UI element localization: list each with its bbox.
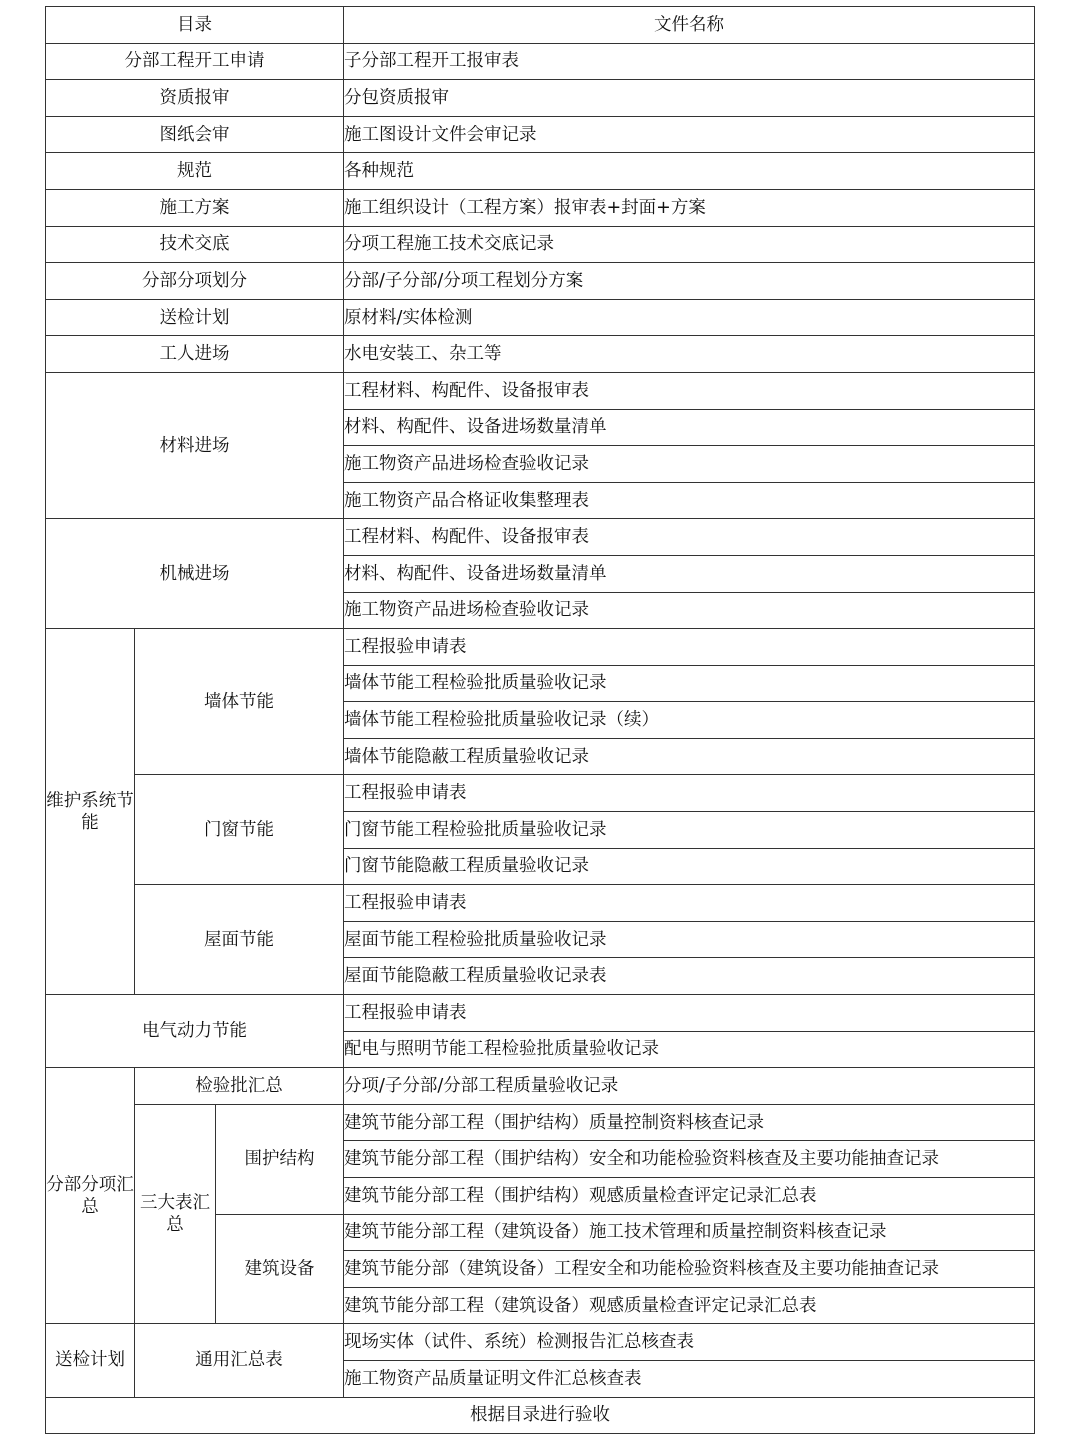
table-row — [46, 153, 1035, 190]
file-cell: 建筑节能分部工程（围护结构）质量控制资料核查记录 — [344, 1104, 1035, 1141]
file-cell: 建筑节能分部工程（围护结构）观感质量检查评定记录汇总表 — [344, 1178, 1035, 1215]
table-row — [46, 263, 1035, 300]
file-cell: 工程报验申请表 — [344, 885, 1035, 922]
table-row — [46, 116, 1035, 153]
subcategory-batch: 检验批汇总 — [135, 1068, 344, 1105]
file-cell: 施工物资产品进场检查验收记录 — [344, 446, 1035, 483]
header-catalog: 目录 — [46, 7, 344, 44]
category-envelope: 维护系统节能 — [46, 629, 135, 995]
header-row — [46, 7, 1035, 44]
category-inspection: 送检计划 — [46, 1324, 135, 1397]
header-file-name: 文件名称 — [344, 7, 1035, 44]
file-cell: 墙体节能隐蔽工程质量验收记录 — [344, 738, 1035, 775]
file-cell: 施工图设计文件会审记录 — [344, 116, 1035, 153]
category-materials: 材料进场 — [46, 372, 344, 518]
file-cell: 门窗节能工程检验批质量验收记录 — [344, 812, 1035, 849]
file-cell: 工程材料、构配件、设备报审表 — [344, 372, 1035, 409]
file-cell: 墙体节能工程检验批质量验收记录（续） — [344, 702, 1035, 739]
category-summary: 分部分项汇总 — [46, 1068, 135, 1324]
file-cell: 建筑节能分部工程（建筑设备）施工技术管理和质量控制资料核查记录 — [344, 1214, 1035, 1251]
category-cell: 分部分项划分 — [46, 263, 344, 300]
file-cell: 工程报验申请表 — [344, 995, 1035, 1032]
subcategory-equipment: 建筑设备 — [216, 1214, 344, 1324]
subcategory-window: 门窗节能 — [135, 775, 344, 885]
category-cell: 分部工程开工申请 — [46, 43, 344, 80]
category-cell: 资质报审 — [46, 80, 344, 117]
category-cell: 图纸会审 — [46, 116, 344, 153]
table-row — [46, 519, 1035, 556]
table-row — [46, 1068, 1035, 1105]
footer-note: 根据目录进行验收 — [46, 1397, 1035, 1434]
table-row — [46, 775, 1035, 812]
file-cell: 施工物资产品进场检查验收记录 — [344, 592, 1035, 629]
table-row — [46, 629, 1035, 666]
file-cell: 水电安装工、杂工等 — [344, 336, 1035, 373]
file-cell: 工程材料、构配件、设备报审表 — [344, 519, 1035, 556]
table-row — [46, 1324, 1035, 1361]
table-row — [46, 885, 1035, 922]
file-cell: 分部/子分部/分项工程划分方案 — [344, 263, 1035, 300]
subcategory-roof: 屋面节能 — [135, 885, 344, 995]
file-cell: 分项/子分部/分部工程质量验收记录 — [344, 1068, 1035, 1105]
table-row — [46, 189, 1035, 226]
file-cell: 屋面节能隐蔽工程质量验收记录表 — [344, 958, 1035, 995]
subcategory-general-summary: 通用汇总表 — [135, 1324, 344, 1397]
file-cell: 工程报验申请表 — [344, 629, 1035, 666]
table-row — [46, 995, 1035, 1032]
file-cell: 墙体节能工程检验批质量验收记录 — [344, 665, 1035, 702]
file-cell: 分包资质报审 — [344, 80, 1035, 117]
file-cell: 子分部工程开工报审表 — [344, 43, 1035, 80]
subcategory-structure: 围护结构 — [216, 1104, 344, 1214]
file-cell: 施工物资产品合格证收集整理表 — [344, 482, 1035, 519]
table-row — [46, 336, 1035, 373]
file-cell: 现场实体（试件、系统）检测报告汇总核查表 — [344, 1324, 1035, 1361]
subcategory-wall: 墙体节能 — [135, 629, 344, 775]
category-cell: 技术交底 — [46, 226, 344, 263]
file-cell: 施工物资产品质量证明文件汇总核查表 — [344, 1360, 1035, 1397]
footer-row — [46, 1397, 1035, 1434]
category-machinery: 机械进场 — [46, 519, 344, 629]
file-cell: 建筑节能分部工程（围护结构）安全和功能检验资料核查及主要功能抽查记录 — [344, 1141, 1035, 1178]
category-cell: 规范 — [46, 153, 344, 190]
file-cell: 工程报验申请表 — [344, 775, 1035, 812]
file-cell: 材料、构配件、设备进场数量清单 — [344, 409, 1035, 446]
file-cell: 建筑节能分部工程（建筑设备）观感质量检查评定记录汇总表 — [344, 1287, 1035, 1324]
file-cell: 各种规范 — [344, 153, 1035, 190]
subcategory-three-tables: 三大表汇总 — [135, 1104, 216, 1324]
table-row — [46, 1104, 1035, 1141]
file-cell: 配电与照明节能工程检验批质量验收记录 — [344, 1031, 1035, 1068]
file-cell: 原材料/实体检测 — [344, 299, 1035, 336]
category-cell: 送检计划 — [46, 299, 344, 336]
category-cell: 施工方案 — [46, 189, 344, 226]
file-cell: 建筑节能分部（建筑设备）工程安全和功能检验资料核查及主要功能抽查记录 — [344, 1251, 1035, 1288]
file-cell: 施工组织设计（工程方案）报审表+封面+方案 — [344, 189, 1035, 226]
category-cell: 工人进场 — [46, 336, 344, 373]
table-row — [46, 226, 1035, 263]
table-row — [46, 372, 1035, 409]
file-cell: 材料、构配件、设备进场数量清单 — [344, 555, 1035, 592]
table-row — [46, 299, 1035, 336]
file-cell: 屋面节能工程检验批质量验收记录 — [344, 921, 1035, 958]
file-cell: 分项工程施工技术交底记录 — [344, 226, 1035, 263]
catalog-table — [45, 6, 1035, 1434]
category-electrical: 电气动力节能 — [46, 995, 344, 1068]
file-cell: 门窗节能隐蔽工程质量验收记录 — [344, 848, 1035, 885]
table-row — [46, 43, 1035, 80]
table-row — [46, 80, 1035, 117]
